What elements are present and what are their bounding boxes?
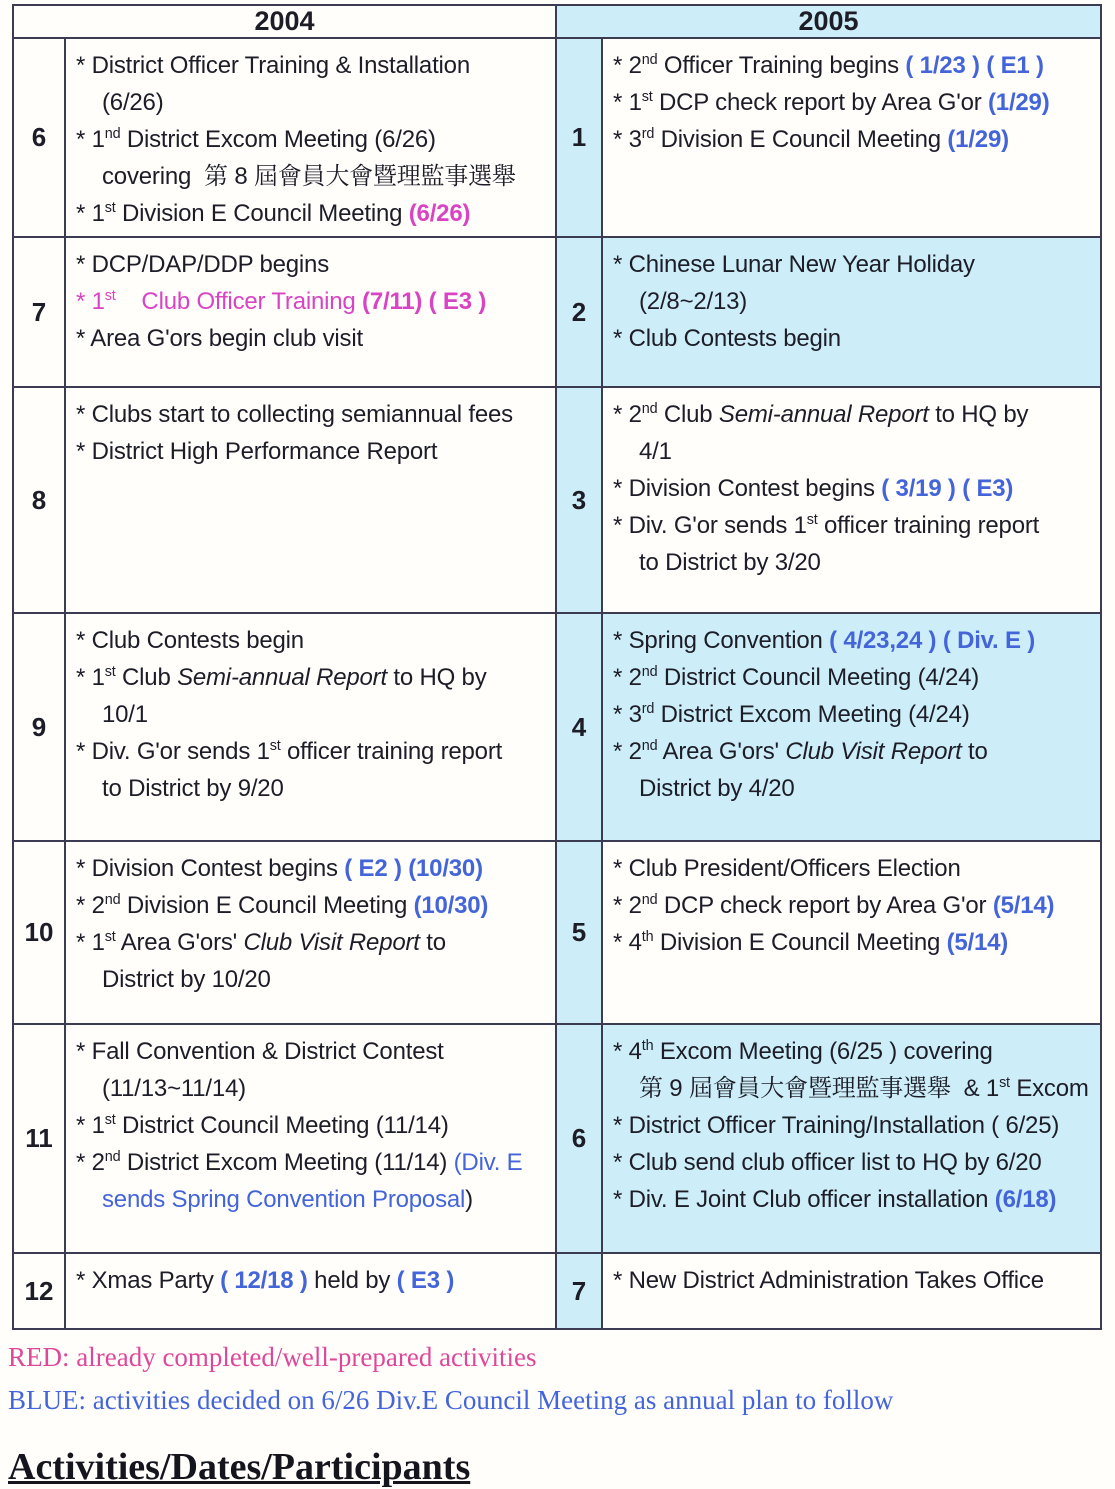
month-2004-cell: 12	[13, 1253, 65, 1329]
legend-blue-note: BLUE: activities decided on 6/26 Div.E Council Meeting as annual plan to follow	[8, 1385, 894, 1415]
activity-line	[76, 320, 549, 357]
activity-text-segment: * DCP/DAP/DDP begins	[76, 251, 329, 278]
table-row	[13, 237, 1101, 387]
activity-line	[76, 433, 549, 470]
activity-text-segment: * Area G'ors begin club visit	[76, 325, 363, 352]
activity-text-segment: th	[641, 929, 654, 945]
activity-line	[76, 396, 549, 433]
month-2005-cell: 6	[556, 1024, 602, 1253]
activity-text-segment: District Council Meeting (4/24)	[657, 664, 980, 691]
activities-2005-cell	[602, 387, 1101, 613]
activity-text-segment: * 4	[613, 1038, 642, 1065]
activity-line	[613, 246, 1094, 283]
activity-text-segment: * Fall Convention & District Contest	[76, 1038, 444, 1065]
activity-text-segment: nd	[104, 1149, 121, 1165]
month-2004-cell: 7	[13, 237, 65, 387]
activity-text-segment: ( 3/19 ) ( E3)	[881, 475, 1014, 502]
activity-line	[76, 47, 549, 84]
activity-text-segment: * 1	[76, 200, 105, 227]
activity-line	[613, 1181, 1094, 1218]
activity-text-segment: * 1	[76, 126, 105, 153]
table-row	[13, 1253, 1101, 1329]
activity-line	[76, 622, 549, 659]
activity-text-segment: ( E2 ) (10/30)	[344, 855, 483, 882]
activity-text-segment: (11/13~11/14)	[102, 1075, 246, 1102]
year-header-row	[13, 5, 1101, 38]
activity-text-segment: 10/1	[102, 701, 148, 728]
activity-text-segment: st	[104, 664, 116, 680]
activity-line	[76, 121, 549, 158]
activity-line	[613, 1262, 1094, 1299]
activity-text-segment: * District Officer Training & Installation	[76, 52, 470, 79]
activity-text-segment: Division E Council Meeting	[654, 126, 948, 153]
activity-line	[613, 121, 1094, 158]
activity-line	[76, 1107, 549, 1144]
activity-text-segment: * 2	[613, 738, 642, 765]
activity-text-segment: Area G'ors'	[115, 929, 244, 956]
activity-line	[613, 470, 1094, 507]
activity-text-segment: Excom	[1009, 1075, 1089, 1102]
table-row	[13, 613, 1101, 841]
activity-text-segment: (1/29)	[947, 126, 1009, 153]
activity-text-segment: nd	[641, 52, 658, 68]
activities-2005-cell	[602, 1253, 1101, 1329]
activity-line	[613, 396, 1094, 433]
activity-text-segment: (10/30)	[413, 892, 489, 919]
activity-text-segment: Semi-annual Report	[177, 664, 387, 691]
activity-text-segment: Excom Meeting (6/25 ) covering	[653, 1038, 993, 1065]
activity-text-segment: (6/26)	[102, 89, 164, 116]
activity-line	[76, 84, 549, 121]
annual-plan-page	[0, 4, 1115, 1488]
activity-line	[613, 733, 1094, 770]
activity-text-segment: * Div. G'or sends 1	[613, 512, 807, 539]
activity-text-segment: * 2	[613, 892, 642, 919]
calendar-body	[13, 38, 1101, 1329]
activities-2004-cell	[65, 613, 556, 841]
activity-text-segment: 4/1	[639, 438, 672, 465]
activity-text-segment: * Division Contest begins	[613, 475, 882, 502]
activity-text-segment: (2/8~2/13)	[639, 288, 748, 315]
activity-text-segment: * Club President/Officers Election	[613, 855, 961, 882]
activity-text-segment: officer training report	[280, 738, 503, 765]
activity-text-segment: * 2	[76, 892, 105, 919]
activity-text-segment: * 1	[76, 929, 105, 956]
activity-text-segment: * Chinese Lunar New Year Holiday	[613, 251, 975, 278]
activity-line	[76, 158, 549, 195]
activity-text-segment: to	[961, 738, 988, 765]
table-row	[13, 1024, 1101, 1253]
activity-calendar-table	[12, 4, 1102, 1330]
month-2005-cell: 2	[556, 237, 602, 387]
activity-text-segment: * Club Contests begin	[613, 325, 841, 352]
activity-text-segment: District Excom Meeting (11/14)	[120, 1149, 454, 1176]
activity-text-segment: to District by 9/20	[102, 775, 284, 802]
activity-text-segment: nd	[641, 738, 658, 754]
activity-line	[613, 283, 1094, 320]
activity-line	[76, 1181, 549, 1218]
activity-text-segment: ( 1/23 ) ( E1 )	[905, 52, 1044, 79]
activity-line	[613, 1070, 1094, 1107]
activity-text-segment: Division E Council Meeting	[115, 200, 409, 227]
activity-line	[76, 733, 549, 770]
month-2004-cell: 11	[13, 1024, 65, 1253]
activity-text-segment: * Div. E Joint Club officer installation	[613, 1186, 995, 1213]
table-row	[13, 387, 1101, 613]
activity-text-segment: th	[641, 1038, 654, 1054]
activity-text-segment: * Xmas Party	[76, 1267, 221, 1294]
activity-text-segment: * Div. G'or sends 1	[76, 738, 270, 765]
activity-text-segment: * 1	[76, 664, 105, 691]
activity-line	[613, 696, 1094, 733]
activity-text-segment: )	[465, 1186, 473, 1213]
activity-text-segment: * 2	[613, 52, 642, 79]
activity-line	[613, 659, 1094, 696]
activity-line	[76, 195, 549, 232]
activity-line	[613, 770, 1094, 807]
month-2004-cell: 9	[13, 613, 65, 841]
activity-text-segment: nd	[641, 892, 658, 908]
activity-line	[613, 1144, 1094, 1181]
activity-text-segment: ( E3 )	[396, 1267, 455, 1294]
activity-text-segment: Club	[115, 664, 178, 691]
activities-2005-cell	[602, 38, 1101, 237]
activity-text-segment: st	[104, 288, 116, 304]
activity-text-segment: (6/18)	[994, 1186, 1057, 1213]
activity-text-segment: Division E Council Meeting	[653, 929, 947, 956]
activity-line	[613, 433, 1094, 470]
activity-text-segment: * 2	[613, 401, 642, 428]
activity-text-segment: (7/11) ( E3 )	[362, 288, 487, 315]
activities-2004-cell	[65, 841, 556, 1024]
month-2005-cell: 3	[556, 387, 602, 613]
activity-line	[76, 924, 549, 961]
activity-text-segment: nd	[641, 401, 658, 417]
activity-text-segment: nd	[104, 126, 121, 142]
activity-text-segment: st	[806, 512, 818, 528]
activity-text-segment: st	[269, 738, 281, 754]
activity-text-segment: ( 12/18 )	[220, 1267, 308, 1294]
activity-text-segment: 第 9 屆會員大會暨理監事選舉 & 1	[639, 1075, 1000, 1102]
activity-text-segment: Area G'ors'	[657, 738, 786, 765]
activity-text-segment: covering 第 8 屆會員大會暨理監事選舉	[102, 163, 516, 190]
activity-text-segment: rd	[641, 701, 655, 717]
activity-text-segment: (5/14)	[992, 892, 1055, 919]
activity-text-segment: st	[999, 1075, 1010, 1091]
activity-text-segment: (1/29)	[988, 89, 1050, 116]
activity-line	[613, 924, 1094, 961]
activity-text-segment: * 1	[76, 1112, 105, 1139]
activity-line	[613, 84, 1094, 121]
activity-text-segment: st	[104, 929, 116, 945]
activities-2004-cell	[65, 387, 556, 613]
activity-line	[613, 887, 1094, 924]
activity-text-segment: * Clubs start to collecting semiannual fees	[76, 401, 513, 428]
activity-line	[613, 320, 1094, 357]
activity-line	[613, 850, 1094, 887]
activities-2005-cell	[602, 841, 1101, 1024]
activity-text-segment: District Council Meeting (11/14)	[115, 1112, 449, 1139]
activity-line	[76, 246, 549, 283]
activity-line	[613, 47, 1094, 84]
activity-text-segment: * New District Administration Takes Office	[613, 1267, 1044, 1294]
activity-text-segment: * 1	[613, 89, 642, 116]
activity-text-segment: * 4	[613, 929, 642, 956]
activity-text-segment: held by	[307, 1267, 397, 1294]
activities-2004-cell	[65, 237, 556, 387]
month-2005-cell: 1	[556, 38, 602, 237]
activity-text-segment: * District Officer Training/Installation ( 6/25)	[613, 1112, 1060, 1139]
activity-line	[76, 1144, 549, 1181]
activity-text-segment: Club Visit Report	[243, 929, 420, 956]
table-row	[13, 38, 1101, 237]
month-2005-cell: 4	[556, 613, 602, 841]
activity-text-segment: Officer Training begins	[657, 52, 906, 79]
activity-text-segment: (5/14)	[946, 929, 1009, 956]
activity-text-segment: * 2	[613, 664, 642, 691]
activity-text-segment: District Excom Meeting (6/26)	[120, 126, 436, 153]
activity-line	[76, 850, 549, 887]
page-title: Activities/Dates/Participants	[8, 1446, 471, 1488]
activities-2005-cell	[602, 237, 1101, 387]
activity-text-segment: DCP check report by Area G'or	[652, 89, 988, 116]
activity-text-segment: * 3	[613, 701, 642, 728]
activity-line	[76, 1070, 549, 1107]
activity-text-segment: to HQ by	[386, 664, 487, 691]
activity-text-segment: * 2	[76, 1149, 105, 1176]
activity-line	[76, 1262, 549, 1299]
activity-text-segment: Division E Council Meeting	[120, 892, 414, 919]
activities-2005-cell	[602, 613, 1101, 841]
activity-line	[76, 1033, 549, 1070]
activity-text-segment: to District by 3/20	[639, 549, 821, 576]
activity-text-segment: Club	[657, 401, 719, 428]
activity-text-segment: officer training report	[817, 512, 1040, 539]
activity-text-segment: to HQ by	[928, 401, 1029, 428]
activity-text-segment: rd	[641, 126, 655, 142]
activity-text-segment: Club Visit Report	[785, 738, 962, 765]
activity-text-segment: * Club send club officer list to HQ by 6/20	[613, 1149, 1042, 1176]
month-2004-cell: 6	[13, 38, 65, 237]
activity-line	[76, 696, 549, 733]
activity-text-segment: sends Spring Convention Proposal	[102, 1186, 466, 1213]
month-2005-cell: 5	[556, 841, 602, 1024]
activity-text-segment: st	[104, 200, 116, 216]
month-2004-cell: 8	[13, 387, 65, 613]
year-2004-header: 2004	[13, 5, 556, 38]
activity-line	[76, 283, 549, 320]
activities-2005-cell	[602, 1024, 1101, 1253]
activity-text-segment: * 3	[613, 126, 642, 153]
activity-line	[613, 507, 1094, 544]
activity-line	[76, 770, 549, 807]
activity-line	[613, 622, 1094, 659]
month-2005-cell: 7	[556, 1253, 602, 1329]
activity-text-segment: nd	[104, 892, 121, 908]
activity-text-segment: * Club Contests begin	[76, 627, 304, 654]
activity-text-segment: st	[641, 89, 653, 105]
activity-text-segment: District by 10/20	[102, 966, 271, 993]
activities-2004-cell	[65, 1253, 556, 1329]
activity-text-segment: DCP check report by Area G'or	[657, 892, 993, 919]
activity-line	[613, 1107, 1094, 1144]
activity-text-segment: District Excom Meeting (4/24)	[654, 701, 970, 728]
activity-line	[76, 887, 549, 924]
activity-text-segment: nd	[641, 664, 658, 680]
activity-text-segment: * Spring Convention	[613, 627, 830, 654]
activity-text-segment: * District High Performance Report	[76, 438, 438, 465]
activity-text-segment: to	[419, 929, 446, 956]
activity-text-segment: ( 4/23,24 ) ( Div. E )	[829, 627, 1036, 654]
activity-line	[76, 659, 549, 696]
activity-line	[76, 961, 549, 998]
activity-text-segment: * Division Contest begins	[76, 855, 345, 882]
activity-text-segment: st	[104, 1112, 116, 1128]
activity-text-segment: Club Officer Training	[115, 288, 363, 315]
activity-text-segment: * 1	[76, 288, 105, 315]
table-row	[13, 841, 1101, 1024]
activity-text-segment: (Div. E	[453, 1149, 523, 1176]
activity-text-segment: District by 4/20	[639, 775, 795, 802]
activities-2004-cell	[65, 1024, 556, 1253]
activities-2004-cell	[65, 38, 556, 237]
activity-text-segment: (6/26)	[408, 200, 471, 227]
activity-line	[613, 544, 1094, 581]
legend-red-note: RED: already completed/well-prepared activities	[8, 1342, 537, 1372]
month-2004-cell: 10	[13, 841, 65, 1024]
activity-text-segment: Semi-annual Report	[718, 401, 929, 428]
year-2005-header: 2005	[556, 5, 1101, 38]
activity-line	[613, 1033, 1094, 1070]
